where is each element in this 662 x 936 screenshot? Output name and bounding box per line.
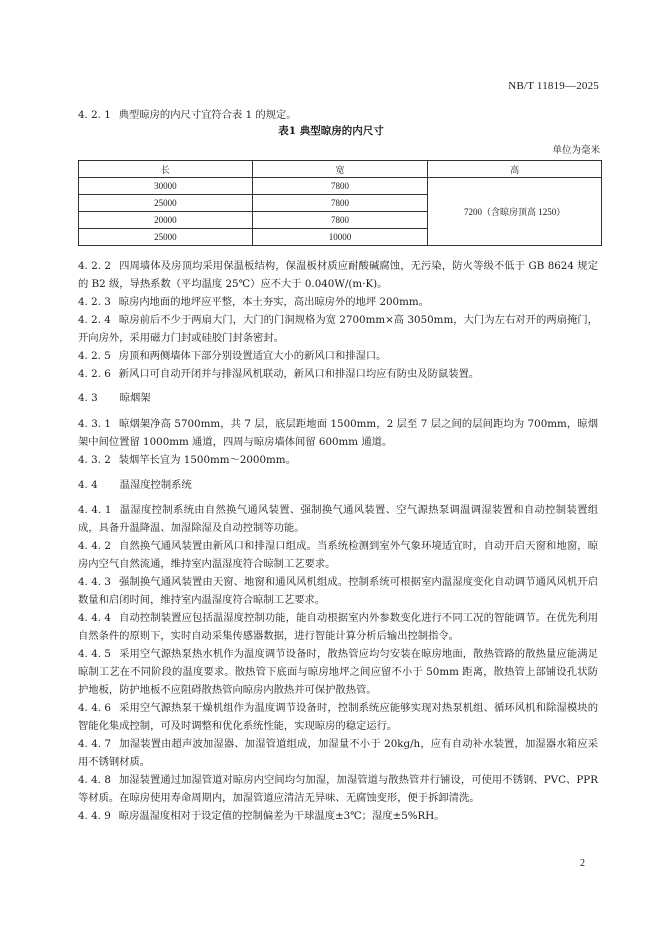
section-heading-4-4 xyxy=(78,476,192,494)
clause-number: 4. 2. 3 xyxy=(78,296,111,308)
cell-length: 30000 xyxy=(79,178,253,195)
clause-number: 4. 4. 5 xyxy=(78,648,111,660)
clause-text: 晾房内地面的地坪应平整，本土夯实，高出晾房外的地坪 200mm。 xyxy=(118,296,429,308)
clause-number: 4. 4. 6 xyxy=(78,702,111,714)
cell-width: 7800 xyxy=(252,178,428,195)
table-row xyxy=(79,178,602,195)
clause-text: 四周墙体及房顶均采用保温板结构，保温板材质应耐酸碱腐蚀，无污染，防火等级不低于 GB 8624 规定的 B2 级，导热系数（平均温度 25℃）应不大于 0.040W/(m·K)。 xyxy=(78,260,598,290)
clause-number: 4. 4. 4 xyxy=(78,612,111,624)
cell-length: 25000 xyxy=(79,229,253,246)
table-header-row xyxy=(79,161,602,178)
clause-text: 装烟竿长宜为 1500mm～2000mm。 xyxy=(118,454,296,466)
clause-number: 4. 2. 4 xyxy=(78,314,111,326)
clause-4-2-5 xyxy=(78,347,598,365)
clause-text: 采用空气源热泵干燥机组作为温度调节设备时，控制系统应能够实现对热泵机组、循环风机和除湿模块的智能化集成控制，可及时调整和优化系统性能，实现晾房的稳定运行。 xyxy=(78,702,598,732)
section-number: 4. 3 xyxy=(78,392,98,404)
clause-number: 4. 4. 8 xyxy=(78,774,111,786)
clause-text: 房顶和两侧墙体下部分别设置适宜大小的新风口和排湿口。 xyxy=(118,350,387,362)
clause-4-2-6 xyxy=(78,365,598,383)
clause-text: 自然换气通风装置由新风口和排湿口组成。当系统检测到室外气象环境适宜时，自动开启天窗和地窗，晾房内空气自然流通，维持室内温湿度符合晾制工艺要求。 xyxy=(78,540,598,570)
cell-length: 25000 xyxy=(79,195,253,212)
clause-4-4-6 xyxy=(78,699,598,735)
clause-4-2-2 xyxy=(78,257,598,293)
clause-number: 4. 4. 2 xyxy=(78,540,111,552)
clause-4-4-1 xyxy=(78,501,598,537)
clause-number: 4. 4. 7 xyxy=(78,738,112,750)
clause-4-4-2 xyxy=(78,537,598,573)
clause-4-4-3 xyxy=(78,573,598,609)
table-caption: 表1 典型晾房的内尺寸 xyxy=(278,125,384,137)
clause-text: 典型晾房的内尺寸宜符合表 1 的规定。 xyxy=(118,109,297,121)
cell-width: 10000 xyxy=(252,229,428,246)
clause-text: 晾烟架净高 5700mm，共 7 层，底层距地面 1500mm，2 层至 7 层之间的层间距均为 700mm，晾烟架中间位置留 1000mm 通道，四周与晾房墙体间留 600mm 通道。 xyxy=(78,418,599,448)
cell-width: 7800 xyxy=(252,195,428,212)
clause-text: 晾房温湿度相对于设定值的控制偏差为干球温度±3℃；湿度±5%RH。 xyxy=(118,810,445,822)
standard-number: NB/T 11819—2025 xyxy=(508,80,599,92)
section-title: 晾烟架 xyxy=(119,392,151,404)
clause-4-2-3 xyxy=(78,293,598,311)
clause-text: 强制换气通风装置由天窗、地窗和通风风机组成。控制系统可根据室内温湿度变化自动调节通风风机开启数量和启闭时间，维持室内温湿度符合晾制工艺要求。 xyxy=(78,576,598,606)
clause-text: 晾房前后不少于两扇大门，大门的门洞规格为宽 2700mm×高 3050mm，大门为左右对开的两扇掩门，开向房外，采用磁力门封或硅胶门封条密封。 xyxy=(78,314,598,344)
clause-number: 4. 2. 6 xyxy=(78,368,111,380)
column-header-width: 宽 xyxy=(252,161,428,178)
clause-text: 加湿装置由超声波加湿器、加湿管道组成，加湿量不小于 20kg/h，应有自动补水装置，加湿器水箱应采用不锈钢材质。 xyxy=(78,738,598,768)
cell-width: 7800 xyxy=(252,212,428,229)
section-heading-4-3 xyxy=(78,389,151,407)
clause-4-3-2 xyxy=(78,451,598,469)
page-number: 2 xyxy=(580,858,585,869)
clause-text: 采用空气源热泵热水机作为温度调节设备时，散热管应均匀安装在晾房地面，散热管路的散热量应能满足晾制工艺在不同阶段的温度要求。散热管下底面与晾房地坪之间应留不小于 50mm 距离，散热管上部铺设孔状防护地板，防护地板不应阻碍散热管向晾房内散热并可保护散热管。 xyxy=(78,648,598,696)
clause-number: 4. 2. 5 xyxy=(78,350,111,362)
dimension-table xyxy=(78,160,602,246)
cell-length: 20000 xyxy=(79,212,253,229)
clause-4-2-4 xyxy=(78,311,598,347)
clause-4-4-4 xyxy=(78,609,598,645)
clause-number: 4. 2. 1 xyxy=(78,109,111,121)
clause-text: 温湿度控制系统由自然换气通风装置、强制换气通风装置、空气源热泵调温调湿装置和自动控制装置组成，具备升温降温、加湿除湿及自动控制等功能。 xyxy=(78,504,599,534)
clause-4-3-1 xyxy=(78,415,598,451)
clause-4-2-1 xyxy=(78,106,598,124)
clause-4-4-5 xyxy=(78,645,598,699)
clause-number: 4. 3. 1 xyxy=(78,418,111,430)
clause-number: 4. 4. 1 xyxy=(78,504,112,516)
column-header-height: 高 xyxy=(428,161,602,178)
clause-text: 自动控制装置应包括温湿度控制功能，能自动根据室内外参数变化进行不同工况的智能调节。在优先利用自然条件的原则下，实时自动采集传感器数据，进行智能计算分析后输出控制指令。 xyxy=(78,612,598,642)
clause-4-4-8 xyxy=(78,771,598,807)
clause-text: 加湿装置通过加湿管道对晾房内空间均匀加湿，加湿管道与散热管并行铺设，可使用不锈钢、PVC、PPR 等材质。在晾房使用寿命周期内，加湿管道应清洁无异味、无腐蚀变形，便于拆卸清洗。 xyxy=(78,774,598,804)
cell-height-merged: 7200（含晾房顶高 1250） xyxy=(428,178,602,246)
clause-number: 4. 2. 2 xyxy=(78,260,111,272)
clause-number: 4. 4. 9 xyxy=(78,810,111,822)
section-number: 4. 4 xyxy=(78,479,98,491)
clause-number: 4. 4. 3 xyxy=(78,576,111,588)
section-title: 温湿度控制系统 xyxy=(119,479,192,491)
column-header-length: 长 xyxy=(79,161,253,178)
clause-4-4-9 xyxy=(78,807,598,825)
clause-text: 新风口可自动开闭并与排湿风机联动，新风口和排湿口均应有防虫及防鼠装置。 xyxy=(118,368,480,380)
table-unit: 单位为毫米 xyxy=(552,145,600,156)
clause-number: 4. 3. 2 xyxy=(78,454,111,466)
clause-4-4-7 xyxy=(78,735,598,771)
